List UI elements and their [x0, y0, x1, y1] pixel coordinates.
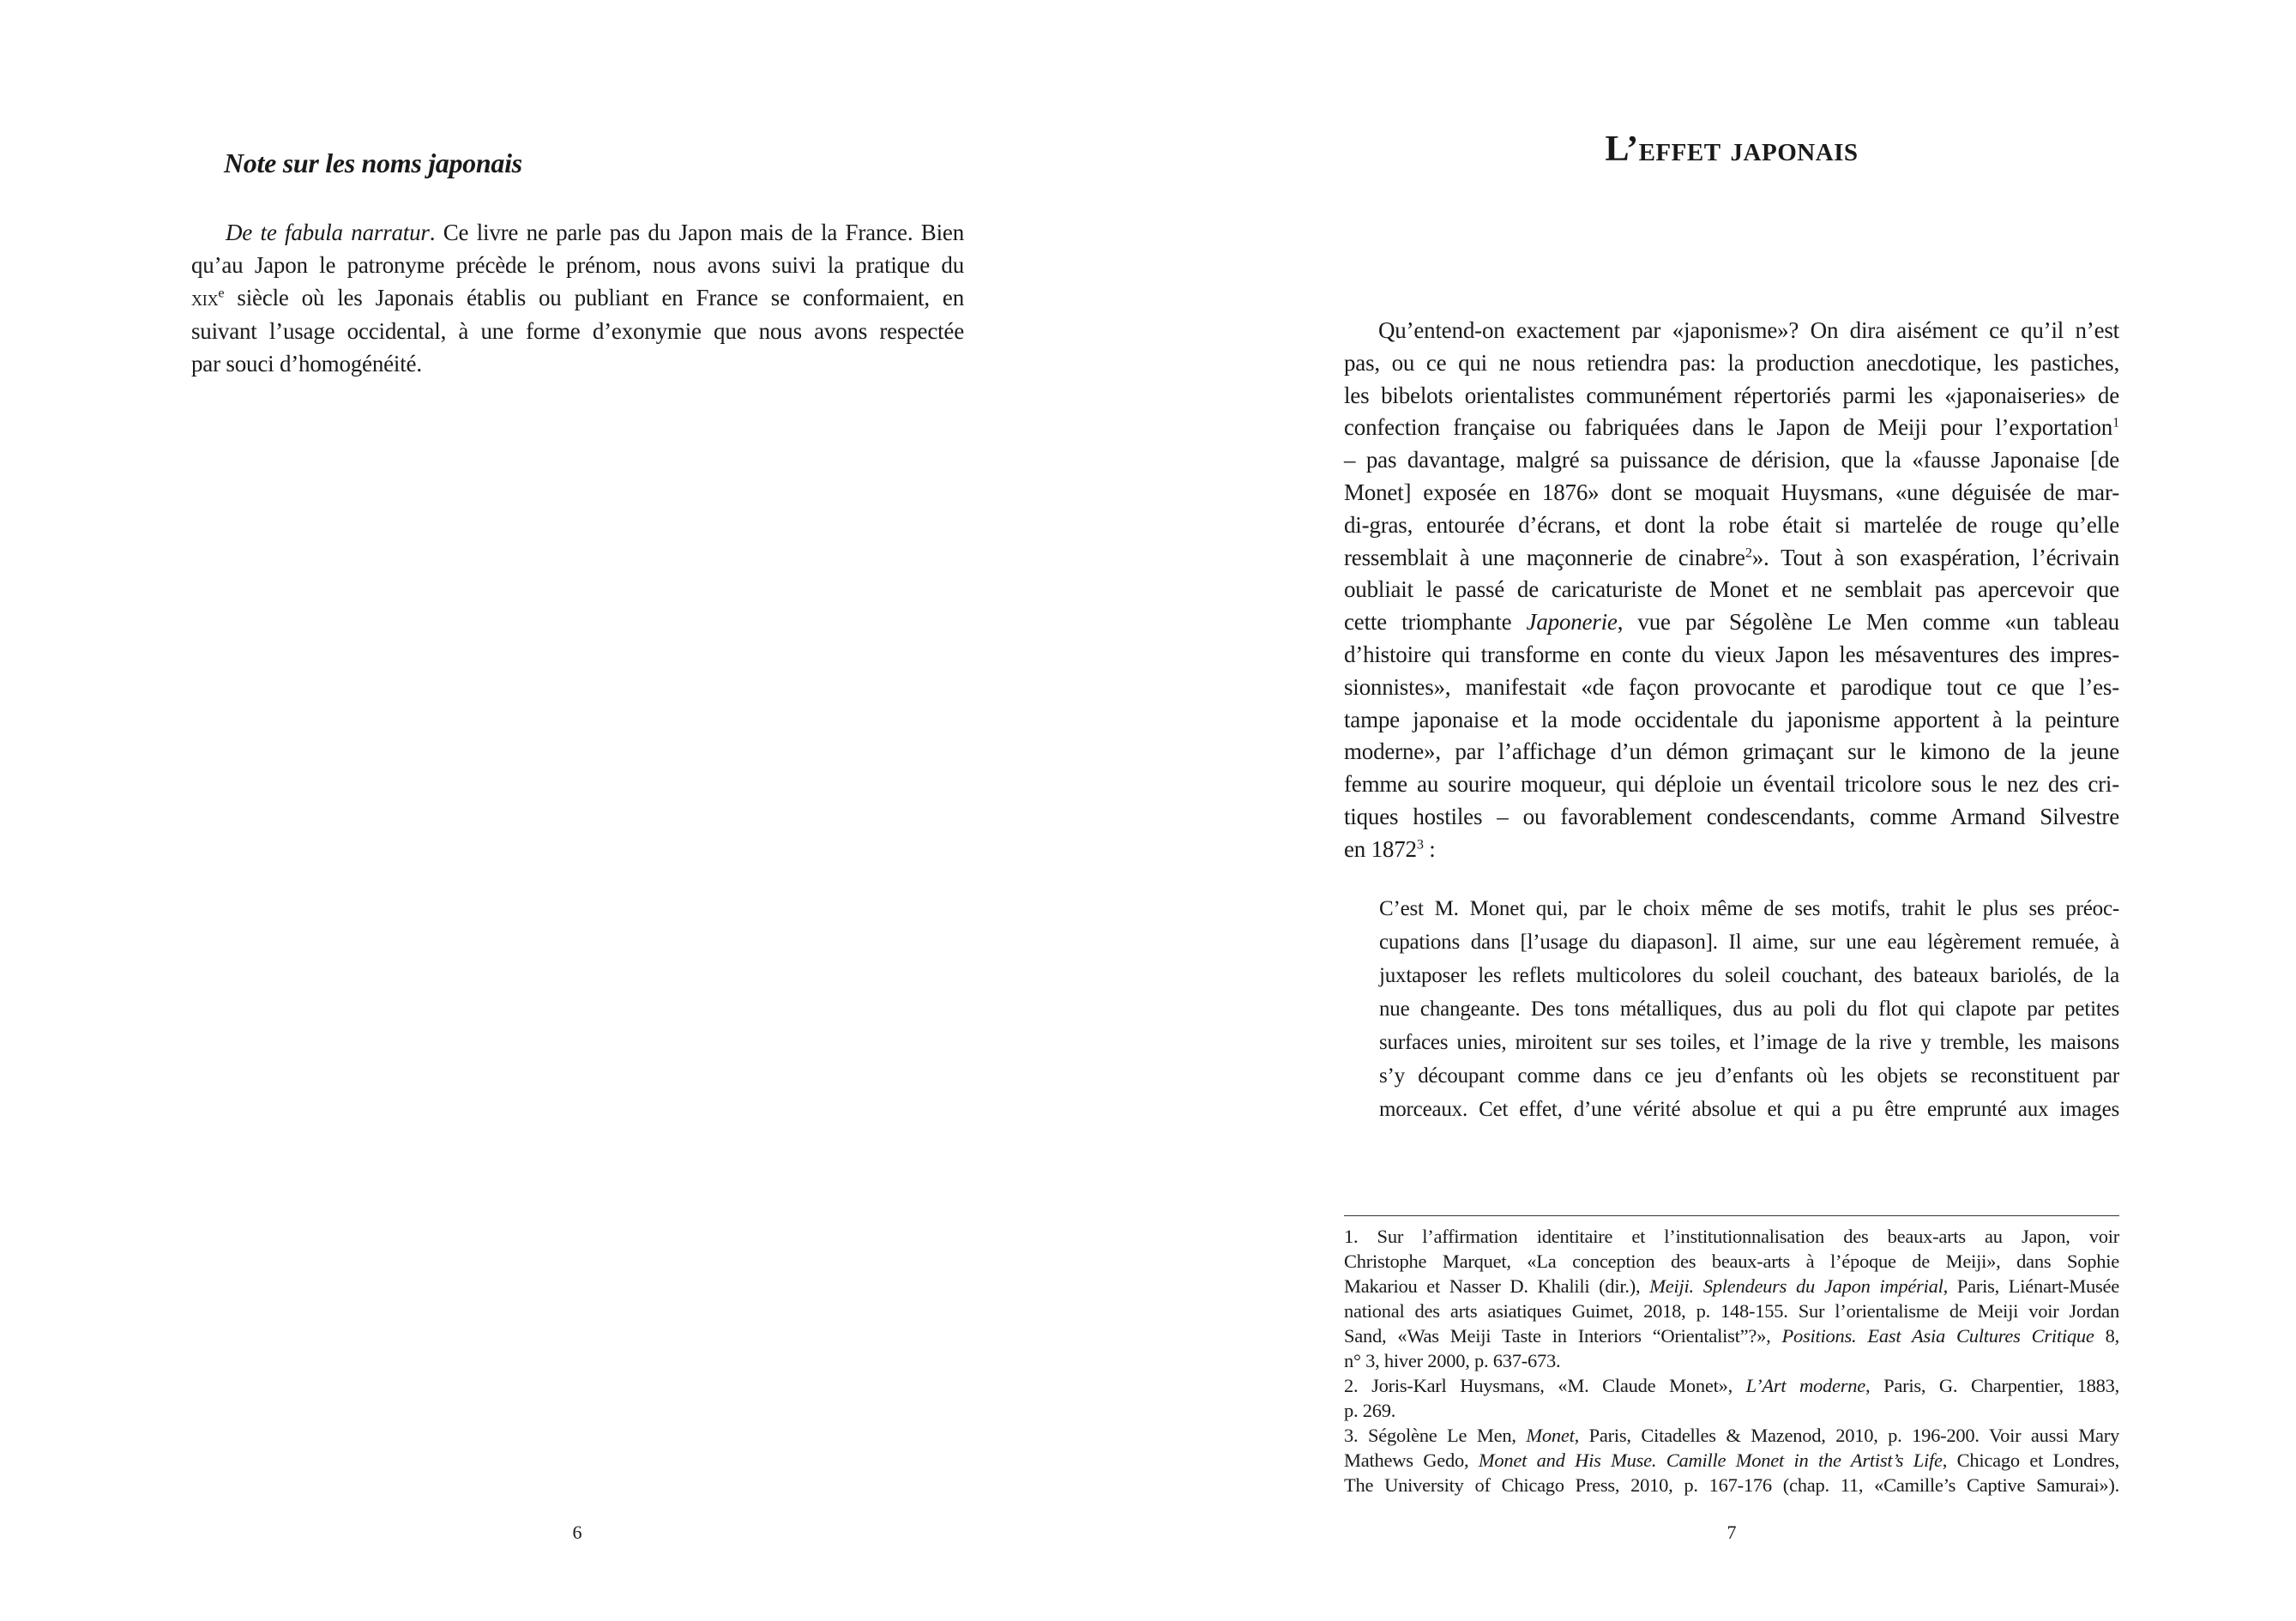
text: Makariou et Nasser D. Khalili (dir.), [1344, 1275, 1650, 1297]
text-line [1344, 1224, 2119, 1249]
italic-text: Positions. East Asia Cultures Critique [1781, 1325, 2094, 1347]
text: confection française ou fabriquées dans le Japon de Meiji pour l’exportation [1344, 414, 2113, 441]
text-line [1344, 1274, 2119, 1299]
page-number: 7 [1727, 1522, 1737, 1543]
italic-text: Monet and His Muse. Camille Monet in the Artist’s Life [1478, 1449, 1943, 1471]
text: Qu’entend-on exactement par «japonisme»? On dira aisément ce qu’il n’est [1378, 317, 2119, 343]
text: femme au sourire moqueur, qui déploie un éventail tricolore sous le nez des cri- [1344, 771, 2119, 798]
text: cette triomphante [1344, 609, 1527, 636]
text-line [1344, 606, 2119, 639]
text: cupations dans [l’usage du diapason]. Il aime, sur une eau légèrement remuée, à [1379, 931, 2119, 954]
text: , Paris, Citadelles & Mazenod, 2010, p. 196-200. Voir aussi Mary [1574, 1425, 2120, 1446]
text: . Ce livre ne parle pas du Japon mais de la France. Bien [429, 220, 964, 245]
text: moderne», par l’affichage d’un démon grimaçant sur le kimono de la jeune [1344, 738, 2119, 765]
note-paragraph [191, 216, 964, 380]
text: 3. Ségolène Le Men, [1344, 1425, 1527, 1446]
text-line [1344, 801, 2119, 834]
text-line [1344, 672, 2119, 704]
footnote-divider [1344, 1215, 2119, 1216]
page-number: 6 [572, 1522, 582, 1543]
text: s’y découpant comme dans ce jeu d’enfants où les objets se reconstituent par [1379, 1064, 2119, 1088]
italic-text: L’Art moderne [1745, 1375, 1866, 1396]
text: , vue par Ségolène Le Men comme «un tableau [1617, 609, 2119, 636]
text: oubliait le passé de caricaturiste de Monet et ne semblait pas apercevoir que [1344, 576, 2119, 603]
text: The University of Chicago Press, 2010, p. 167-176 (chap. 11, «Camille’s Captive Samurai»). [1344, 1474, 2119, 1496]
text-line [1344, 477, 2119, 509]
text-line [1379, 992, 2119, 1026]
text: 1. Sur l’affirmation identitaire et l’institutionnalisation des beaux-arts au Japon, voir [1344, 1226, 2119, 1247]
text: juxtaposer les reflets multicolores du soleil couchant, des bateaux bariolés, de la [1379, 964, 2119, 987]
text: national des arts asiatiques Guimet, 2018, p. 148-155. Sur l’orientalisme de Meiji voir Jordan [1344, 1300, 2119, 1322]
text-line [1344, 1249, 2119, 1274]
text: C’est M. Monet qui, par le choix même de ses motifs, trahit le plus ses préoc- [1379, 897, 2119, 920]
text-line [1344, 1373, 2119, 1398]
body-paragraph [1344, 315, 2119, 866]
superscript: 1 [2112, 414, 2119, 431]
text-line [1344, 1423, 2119, 1448]
text-line [1379, 925, 2119, 959]
text-line [1344, 1473, 2119, 1497]
text-line [191, 347, 964, 380]
text-line [1344, 1323, 2119, 1348]
text-line [1379, 1093, 2119, 1126]
text: sionnistes», manifestait «de façon provocante et parodique tout ce que l’es- [1344, 673, 2119, 700]
text-line [1344, 639, 2119, 672]
text: suivant l’usage occidental, à une forme d’exonymie que nous avons respectée [191, 318, 964, 344]
text: surfaces unies, miroitent sur ses toiles, et l’image de la rive y tremble, les maisons [1379, 1031, 2119, 1054]
text-line [1344, 834, 2119, 866]
text-line [1379, 1059, 2119, 1093]
text: Christophe Marquet, «La conception des beaux-arts à l’époque de Meiji», dans Sophie [1344, 1250, 2119, 1272]
text: , Paris, G. Charpentier, 1883, [1865, 1375, 2119, 1396]
text: les bibelots orientalistes communément répertoriés parmi les «japonaiseries» de [1344, 382, 2119, 408]
text: p. 269. [1344, 1400, 1396, 1421]
chapter-title: L’effet japonais [1605, 130, 1859, 169]
text-line [191, 281, 964, 315]
text: 2. Joris-Karl Huysmans, «M. Claude Monet», [1344, 1375, 1746, 1396]
text: tiques hostiles – ou favorablement condescendants, comme Armand Silvestre [1344, 803, 2119, 829]
text-line [1344, 542, 2119, 575]
text-line [1344, 1448, 2119, 1473]
section-heading: Note sur les noms japonais [224, 148, 522, 178]
text: morceaux. Cet effet, d’une vérité absolue et qui a pu être emprunté aux images [1379, 1098, 2119, 1121]
text: en 1872 [1344, 835, 1417, 862]
italic-text: Monet [1526, 1425, 1575, 1446]
text-line [1344, 347, 2119, 380]
italic-text: Meiji. Splendeurs du Japon impérial [1649, 1275, 1943, 1297]
text-line [1344, 768, 2119, 801]
text-line [1344, 315, 2119, 347]
text: nue changeante. Des tons métalliques, dus au poli du flot qui clapote par petites [1379, 997, 2119, 1021]
text: qu’au Japon le patronyme précède le prénom, nous avons suivi la pratique du [191, 252, 964, 278]
text: : [1423, 835, 1436, 862]
italic-text: De te fabula narratur [226, 220, 430, 245]
superscript: 2 [1745, 544, 1752, 560]
text-line [1344, 380, 2119, 413]
text-line [191, 315, 964, 347]
text: tampe japonaise et la mode occidentale du japonisme apportent à la peinture [1344, 706, 2119, 732]
text: 8, [2094, 1325, 2119, 1347]
text-line [1344, 736, 2119, 768]
text: , Paris, Liénart-Musée [1943, 1275, 2120, 1297]
text-line [1344, 509, 2119, 542]
superscript: e [218, 285, 225, 301]
superscript: 3 [1416, 836, 1424, 853]
text: Mathews Gedo, [1344, 1449, 1479, 1471]
italic-text: Japonerie [1526, 609, 1618, 636]
text-line [1379, 1026, 2119, 1059]
text-line [1344, 412, 2119, 444]
text-line [1379, 959, 2119, 992]
block-quote [1379, 892, 2119, 1126]
text: pas, ou ce qui ne nous retiendra pas: la production anecdotique, les pastiches, [1344, 349, 2119, 376]
footnotes [1344, 1224, 2119, 1497]
text: Monet] exposée en 1876» dont se moquait Huysmans, «une déguisée de mar- [1344, 479, 2119, 505]
text: , Chicago et Londres, [1942, 1449, 2119, 1471]
text: n° 3, hiver 2000, p. 637-673. [1344, 1350, 1561, 1371]
small-caps-text: xix [191, 286, 219, 310]
text-line [1344, 1398, 2119, 1423]
text-line [1344, 444, 2119, 477]
text: di-gras, entourée d’écrans, et dont la robe était si martelée de rouge qu’elle [1344, 511, 2119, 538]
text: siècle où les Japonais établis ou publiant en France se conformaient, en [224, 285, 964, 310]
text-line [1344, 1348, 2119, 1373]
text: ». Tout à son exaspération, l’écrivain [1751, 544, 2119, 570]
text: Sand, «Was Meiji Taste in Interiors “Orientalist”?», [1344, 1325, 1782, 1347]
text: d’histoire qui transforme en conte du vieux Japon les mésaventures des impres- [1344, 641, 2119, 667]
text-line [1379, 892, 2119, 925]
text-line [1344, 574, 2119, 606]
text-line [191, 249, 964, 281]
text-line [1344, 704, 2119, 737]
text-line [191, 216, 964, 249]
text: – pas davantage, malgré sa puissance de dérision, que la «fausse Japonaise [de [1344, 447, 2119, 473]
text: par souci d’homogénéité. [191, 351, 422, 377]
text: ressemblait à une maçonnerie de cinabre [1344, 544, 1745, 570]
text-line [1344, 1299, 2119, 1323]
